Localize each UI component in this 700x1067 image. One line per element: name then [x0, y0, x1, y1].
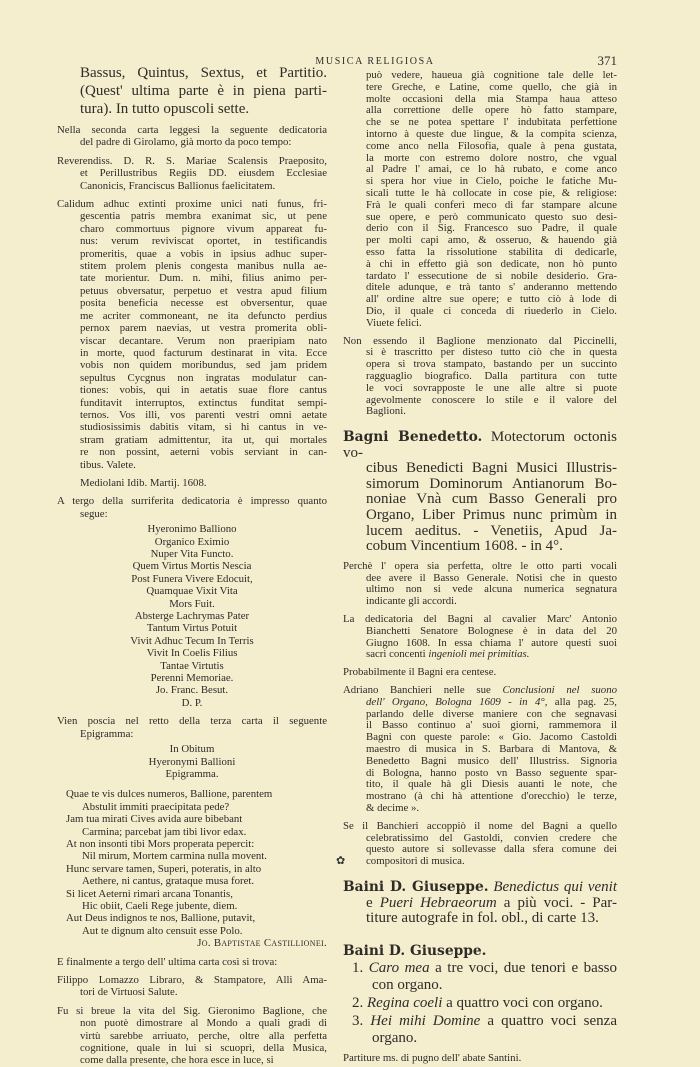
- line-text: tibus. Valete.: [80, 458, 136, 471]
- text-line: [57, 297, 327, 309]
- line-text: 2.: [352, 994, 367, 1011]
- line-text: pernox parem naevias, ut vestra promerita obli-: [80, 322, 327, 335]
- line-text: Reverendiss. D. R. S. Mariae Scalensis Praeposito,: [57, 154, 327, 167]
- text-line: [343, 960, 617, 977]
- text-line: [343, 649, 617, 661]
- line-text: E finalmente a tergo dell' ultima carta così si trova:: [57, 955, 278, 968]
- line-text: indicante gli accordi.: [366, 595, 457, 608]
- italic-title-text: ingenioli mei primitias.: [428, 648, 530, 661]
- line-text: dee avere il Basso Generale. Notisi che in questo: [366, 571, 617, 584]
- line-text: à chi in effetto già son dedicate, non hò punto: [366, 257, 617, 270]
- large-block: [57, 64, 327, 118]
- text-line: [343, 1053, 617, 1065]
- line-text: Perchè l' opera sia perfetta, oltre le otto parti vocali: [343, 559, 617, 572]
- line-text: sicali tutte le hà collocate in cose pie, & religiose:: [366, 186, 617, 199]
- line-text: a quattro voci senza: [480, 1012, 617, 1029]
- para-block: [57, 956, 327, 968]
- line-text: Mediolani Idib. Martij. 1608.: [80, 476, 207, 489]
- line-text: Jo. Franc. Besut.: [155, 684, 229, 697]
- right-column: [343, 70, 617, 1065]
- text-line: [57, 1005, 327, 1017]
- line-text: cibus Benedicti Bagni Musici Illustris-: [366, 460, 617, 477]
- text-line: [57, 850, 327, 862]
- line-text: 3.: [352, 1012, 371, 1029]
- line-text: Baglioni.: [366, 405, 406, 418]
- text-line: [57, 813, 327, 825]
- line-text: stram gratiam admittentur, ita ut, qui mortales: [80, 433, 327, 446]
- line-text: Vivit In Coelis Filius: [146, 647, 238, 660]
- text-line: [57, 768, 327, 780]
- text-line: [57, 434, 327, 446]
- line-text: nus: verum reviviscat oportet, in testificandis: [80, 235, 327, 248]
- line-text: Dio, il quale ci conceda di riuederlo in Cielo.: [366, 304, 617, 317]
- text-line: [343, 1030, 617, 1047]
- text-line: [57, 335, 327, 347]
- entry-author-name: Baini D. Giuseppe.: [343, 942, 487, 959]
- line-text: Hyeronimo Balliono: [147, 523, 237, 536]
- text-line: [343, 539, 617, 555]
- italic-title-text: dell' Organo, Bologna 1609 - in 4°,: [366, 695, 548, 708]
- text-line: [57, 260, 327, 272]
- line-text: ultimo non si vede alcuna numerica segnatura: [366, 583, 617, 596]
- line-text: opera si trova stampato, bastando per un succinto: [366, 358, 617, 371]
- text-line: [57, 223, 327, 235]
- para-block: [57, 198, 327, 471]
- line-text: alla correttione delle opere hò fatto stampare,: [366, 104, 617, 117]
- line-text: Bianchetti Senatore Bolognese è in data del 20: [366, 624, 617, 637]
- line-text: Mors Fuit.: [169, 597, 215, 610]
- text-line: [57, 1054, 327, 1066]
- line-text: per molti capi amo, & osseruo, & hauendo già: [366, 234, 617, 247]
- text-line: [57, 986, 327, 998]
- text-line: [57, 635, 327, 647]
- line-text: Bassus, Quintus, Sextus, et Partitio.: [80, 65, 327, 81]
- line-text: Canonicis, Franciscus Ballionus faelicitatem.: [80, 179, 276, 192]
- text-line: [57, 788, 327, 800]
- text-line: [57, 477, 327, 489]
- line-text: celebratissimo del Gastoldi, convien credere che: [366, 831, 617, 844]
- entry-block: [343, 880, 617, 927]
- text-line: [57, 925, 327, 937]
- text-line: [343, 318, 617, 330]
- text-line: [57, 888, 327, 900]
- line-text: At non insonti tibi Mors properata pepercit:: [66, 837, 255, 850]
- text-line: [343, 667, 617, 679]
- text-line: [57, 285, 327, 297]
- line-text: Partiture ms. di pugno dell' abate Santini.: [343, 1051, 522, 1064]
- line-text: viscar decantare. Verum non praeripiam nato: [80, 334, 327, 347]
- text-line: [343, 856, 617, 868]
- text-line: [343, 406, 617, 418]
- text-line: [57, 384, 327, 396]
- line-text: Nella seconda carta leggesi la seguente dedicatoria: [57, 124, 327, 136]
- line-text: D. P.: [181, 696, 203, 709]
- text-line: [343, 430, 617, 461]
- line-text: sepultus Cycgnus non ingratas modulatur can-: [80, 371, 327, 384]
- line-text: Si licet Aeterni rimari arcana Tonantis,: [66, 887, 233, 900]
- text-line: [57, 372, 327, 384]
- line-text: con organo.: [372, 976, 443, 993]
- text-line: [343, 477, 617, 493]
- italic-title-text: Caro mea: [368, 959, 430, 976]
- text-line: [343, 896, 617, 912]
- para-block: [57, 715, 327, 740]
- line-text: Hyeronymi Ballioni: [148, 755, 236, 768]
- line-text: Se il Banchieri accoppiò il nome del Bagni a quello: [343, 819, 617, 832]
- para-block: [343, 1053, 617, 1065]
- text-line: [57, 956, 327, 968]
- text-line: [57, 508, 327, 520]
- sign-block: [57, 937, 327, 949]
- line-text: che se ne potea spettare l' indubitata perfettione: [366, 116, 617, 129]
- text-line: [57, 446, 327, 458]
- line-text: me acriter commoneant, ne ita defuncto perdius: [80, 309, 327, 322]
- line-text: Giugno 1608. In essa chiama l' autore questi suoi: [366, 636, 617, 649]
- line-text: al Padre l' amai, ce lo hà rubato, e come anco: [366, 163, 617, 176]
- text-line: [57, 459, 327, 471]
- line-text: segue:: [80, 507, 108, 520]
- text-line: [343, 803, 617, 815]
- line-text: organo.: [372, 1029, 418, 1046]
- entry-block: [343, 430, 617, 555]
- line-text: a tre voci, due tenori e basso: [429, 959, 617, 976]
- line-text: Organico Eximio: [154, 535, 230, 548]
- line-text: del padre di Girolamo, già morto da poco tempo:: [80, 136, 292, 149]
- line-text: compositori di musica.: [366, 855, 465, 868]
- text-line: [57, 1030, 327, 1042]
- text-line: [57, 660, 327, 672]
- line-text: Benedetto Bagni musico dell' Illustriss. Signoria: [366, 754, 617, 767]
- line-text: tardato l' essecutione de sì nobile desiderio. Gra-: [366, 269, 617, 282]
- flower-ornament-icon: ✿: [336, 855, 346, 867]
- text-line: [343, 508, 617, 524]
- line-text: simorum Dominorum Antianorum Bo-: [366, 475, 617, 492]
- line-text: studiosissimis dabitis vitam, si hi cantus in ve-: [80, 421, 327, 434]
- line-text: & decime ».: [366, 802, 420, 814]
- item-block: [343, 960, 617, 994]
- text-line: [57, 82, 327, 100]
- line-text: cognitione, quale in lui si scuoprì, della Musica,: [80, 1042, 327, 1055]
- line-text: Carmina; parcebat jam tibi livor edax.: [82, 825, 247, 838]
- text-line: [343, 995, 617, 1012]
- line-text: gescentia patris membra exanimat sic, ut pene: [80, 210, 327, 223]
- text-line: [57, 322, 327, 334]
- text-line: [343, 461, 617, 477]
- italic-title-text: Pueri Hebraeorum: [379, 894, 497, 911]
- para-block: [57, 495, 327, 520]
- line-text: ternos. Vos illi, vos parenti vestri omni aetate: [80, 408, 327, 421]
- line-text: ragguaglio biografico. Dalla partitura con tutte: [366, 369, 617, 382]
- line-text: (Quest' ultima parte è in piena parti-: [80, 83, 327, 99]
- text-line: [57, 198, 327, 210]
- line-text: si è trascritto per disteso tutto ciò che in questa: [366, 346, 617, 359]
- text-line: [343, 1013, 617, 1030]
- text-line: [57, 155, 327, 167]
- line-text: Bagni con queste parole: « Gio. Jacomo Castoldi: [366, 731, 617, 744]
- italic-title-text: Conclusioni nel suono: [502, 684, 617, 697]
- line-text: Hunc servare tamen, Superi, poteratis, in alto: [66, 862, 262, 875]
- left-column: [57, 64, 327, 1067]
- line-text: sue opere, e però communicato questo suo desi-: [366, 210, 617, 223]
- line-text: tito, il quale hà gli Diesis auanti le note, che: [366, 778, 617, 791]
- line-text: Tantae Virtutis: [160, 659, 224, 672]
- para-block: [343, 614, 617, 661]
- text-line: [57, 64, 327, 82]
- line-text: le voci sovrapposte le une alle altre si puote: [366, 381, 617, 394]
- text-line: [57, 974, 327, 986]
- line-text: Jo. Baptistae Castillionei.: [197, 937, 327, 950]
- para-block: [343, 821, 617, 868]
- text-line: [57, 536, 327, 548]
- line-text: come dalla presente, che hora esce in luce, si: [80, 1054, 274, 1067]
- text-line: [57, 272, 327, 284]
- line-text: Aut Deus indignos te nos, Ballione, putavit,: [66, 912, 256, 925]
- center-block: [57, 743, 327, 780]
- text-line: [57, 1042, 327, 1054]
- line-text: Epigramma:: [80, 727, 134, 740]
- line-text: agevolmente conoscere lo stile e il valore del: [366, 393, 617, 406]
- line-text: Filippo Lomazzo Libraro, & Stampatore, Alli Ama-: [57, 974, 327, 986]
- line-text: maestro di musica in S. Barbara di Mantova, &: [366, 743, 617, 756]
- text-line: [57, 421, 327, 433]
- line-text: di Bologna, hanno posto vn Basso seguente spar-: [366, 766, 617, 779]
- text-line: [57, 560, 327, 572]
- text-line: [57, 585, 327, 597]
- line-text: La dedicatoria del Bagni al cavalier Marc' Antonio: [343, 613, 617, 626]
- text-line: [57, 235, 327, 247]
- line-text: Viuete felici.: [366, 316, 422, 329]
- line-text: Tantum Virtus Potuit: [146, 622, 238, 635]
- line-text: posita beneficia necesse est obversentur, quae: [80, 297, 327, 310]
- text-line: [57, 647, 327, 659]
- para-block: [57, 155, 327, 192]
- line-text: noniae Vnà cum Basso Generali pro: [366, 491, 617, 508]
- cont-block: [343, 70, 617, 330]
- text-line: [57, 136, 327, 148]
- italic-title-text: Hei mihi Domine: [370, 1012, 481, 1029]
- line-text: lucem aeditus. - Venetiis, Apud Ja-: [366, 522, 617, 539]
- line-text: Vivit Adhuc Tecum In Terris: [130, 634, 254, 647]
- item-block: [343, 1013, 617, 1047]
- line-text: virtù sarebbe arriuato, perche, oltre alla perfetta: [80, 1029, 327, 1042]
- line-text: Calidum adhuc extinti proxime unici nati funus, fri-: [57, 198, 327, 211]
- line-text: parlando delle diverse maniere con che segnavasi: [366, 707, 617, 720]
- text-line: [57, 697, 327, 709]
- text-line: [57, 756, 327, 768]
- line-text: cobum Vincentium 1608. - in 4°.: [366, 538, 563, 555]
- text-line: [57, 715, 327, 727]
- line-text: all' ordine altre sue opere; e tutto ciò à lode di: [366, 293, 617, 306]
- center-block: [57, 523, 327, 709]
- text-line: [57, 875, 327, 887]
- text-line: [57, 573, 327, 585]
- text-line: [57, 743, 327, 755]
- text-line: [343, 911, 617, 927]
- line-text: Aut te dignum alto censuit esse Polo.: [82, 924, 243, 937]
- poem-block: [57, 788, 327, 937]
- text-line: [57, 937, 327, 949]
- text-line: [57, 100, 327, 118]
- line-text: tori de Virtuosi Salute.: [80, 986, 178, 999]
- line-text: può vedere, haueua già cognitione tale delle let-: [366, 69, 617, 81]
- text-line: [343, 943, 617, 959]
- text-line: [57, 672, 327, 684]
- cont-block: [57, 477, 327, 489]
- line-text: come anco nella Filosofia, quale à pena gustata,: [366, 139, 617, 152]
- line-text: si spera hor viue in Cielo, poiche le fatiche Mu-: [366, 175, 617, 188]
- entry-author-name: Baini D. Giuseppe.: [343, 878, 489, 895]
- text-line: [57, 167, 327, 179]
- line-text: questo autore si sollevasse dalla sfera comune dei: [366, 843, 617, 856]
- text-line: [57, 359, 327, 371]
- heading-block: [343, 943, 617, 959]
- line-text: Vien poscia nel retto della terza carta il seguente: [57, 715, 327, 728]
- text-line: [57, 124, 327, 136]
- text-line: [57, 838, 327, 850]
- text-line: [57, 409, 327, 421]
- line-text: Aethere, ni cantus, grataque musa foret.: [82, 875, 255, 888]
- text-line: [57, 248, 327, 260]
- line-text: titure autografe in fol. obl., di carte 13.: [366, 910, 599, 927]
- line-text: Post Funera Vivere Edocuit,: [131, 572, 253, 585]
- line-text: tiones: vobis, qui in aetatis suae flore cantus: [80, 384, 327, 397]
- text-line: [57, 598, 327, 610]
- text-line: [57, 801, 327, 813]
- text-line: [57, 1017, 327, 1029]
- text-line: [57, 495, 327, 507]
- line-text: esso fatta la rissolutione stabilita di dedicarle,: [366, 245, 617, 258]
- line-text: et Perillustribus Regiis DD. eiusdem Ecclesiae: [80, 167, 327, 180]
- text-line: [57, 180, 327, 192]
- line-text: Nuper Vita Functo.: [150, 548, 234, 560]
- line-text: Motectorum octonis vo-: [343, 429, 617, 461]
- text-line: [57, 310, 327, 322]
- text-line: [343, 880, 617, 896]
- text-line: [57, 523, 327, 535]
- line-text: Absterge Lachrymas Pater: [134, 610, 250, 623]
- line-text: Fu si breue la vita del Sig. Gieronimo Baglione, che: [57, 1004, 327, 1017]
- line-text: la morte con estremo dolore nostro, che vgual: [366, 151, 617, 164]
- line-text: ditele adunque, e trà tanto s' anderanno mettendo: [366, 281, 617, 294]
- line-text: petuus obversatur, perpetuo et vestra apud filium: [80, 284, 327, 297]
- para-block: [343, 667, 617, 679]
- text-line: [57, 610, 327, 622]
- para-block: [343, 336, 617, 419]
- para-block: [57, 124, 327, 149]
- para-block: [343, 561, 617, 608]
- line-text: Perenni Memoriae.: [150, 672, 234, 685]
- text-line: [57, 826, 327, 838]
- line-text: tate morientur. Dum. n. mihi, filius animo per-: [80, 272, 327, 285]
- line-text: Jam tua mirati Cives avida aure bibebant: [66, 813, 243, 826]
- line-text: Organo, Liber Primus nunc primùm in: [366, 507, 617, 524]
- line-text: derio con il Sig. Francesco suo Padre, il quale: [366, 222, 617, 235]
- line-text: Hic obiit, Caeli Rege jubente, diem.: [82, 899, 238, 912]
- line-text: molte occasioni della mia Stampa haua atteso: [366, 92, 617, 105]
- line-text: Non essendo il Baglione menzionato dal Piccinelli,: [343, 334, 617, 347]
- line-text: Probabilmente il Bagni era centese.: [343, 666, 497, 679]
- line-text: intorno à queste due lingue, & la compita scienza,: [366, 127, 617, 140]
- line-text: alla pag. 25,: [547, 695, 617, 708]
- italic-title-text: Regina coeli: [367, 994, 443, 1011]
- line-text: 1.: [352, 959, 369, 976]
- text-line: [343, 596, 617, 608]
- line-text: re non possint, aeterni vobis serviant in can-: [80, 446, 327, 459]
- text-line: [57, 622, 327, 634]
- text-line: [343, 524, 617, 540]
- text-line: [57, 548, 327, 560]
- line-text: in morte, quod facturum destinarat in vita. Ecce: [80, 346, 327, 359]
- line-text: vobis non quidem moribundus, sed jam pridem: [80, 359, 327, 372]
- line-text: funditavit interruptos, extinctus funditat sempi-: [80, 396, 327, 409]
- para-block: [57, 1005, 327, 1067]
- text-line: [57, 863, 327, 875]
- line-text: Epigramma.: [165, 767, 219, 780]
- para-block: [57, 974, 327, 999]
- text-line: [57, 347, 327, 359]
- line-text: stitem prolem plenis congesta manibus nulla ae-: [80, 260, 327, 273]
- line-text: a più voci. - Par-: [496, 894, 617, 911]
- text-line: [57, 900, 327, 912]
- line-text: Adriano Banchieri nelle sue: [343, 684, 503, 697]
- line-text: tere Greche, e Latine, come quello, che già in: [366, 80, 617, 93]
- text-line: [57, 684, 327, 696]
- text-line: [57, 912, 327, 924]
- running-header: MUSICA RELIGIOSA: [315, 56, 435, 67]
- line-text: Abstulit immiti praecipitata pede?: [82, 800, 230, 813]
- page-number: 371: [597, 53, 617, 68]
- line-text: Quem Virtus Mortis Nescia: [132, 560, 252, 573]
- line-text: mostrano (à chi hà attentione d'orecchio) le terze,: [366, 790, 617, 803]
- line-text: Frà le quali conferì meco di far stampare alcune: [366, 198, 617, 211]
- line-text: non puotè dimostrare al Mondo a quali gradi di: [80, 1017, 327, 1030]
- italic-title-text: Benedictus qui venit: [493, 878, 617, 895]
- line-text: In Obitum: [169, 743, 215, 756]
- line-text: A tergo della surriferita dedicatoria è impresso quanto: [57, 495, 327, 508]
- text-line: [57, 728, 327, 740]
- line-text: promeritis, quae a vobis in ipsius adhuc super-: [80, 247, 327, 260]
- item-block: [343, 995, 617, 1012]
- entry-author-name: Bagni Benedetto.: [343, 429, 483, 446]
- line-text: Nil mirum, Mortem carmina nulla movent.: [82, 850, 268, 863]
- text-line: [343, 492, 617, 508]
- line-text: a quattro voci con organo.: [442, 994, 603, 1011]
- text-line: [57, 397, 327, 409]
- line-text: e: [366, 894, 380, 911]
- line-text: Quamquae Vixit Vita: [146, 585, 238, 598]
- text-line: [57, 210, 327, 222]
- line-text: tura). In tutto opuscoli sette.: [80, 101, 250, 117]
- line-text: il Basso continuo a' suoi giorni, rammemora il: [366, 719, 617, 732]
- line-text: charo commortuus pignore vivum appareat fu-: [80, 222, 327, 235]
- text-line: [343, 977, 617, 994]
- para-block: [343, 685, 617, 815]
- line-text: Quae te vis dulces numeros, Ballione, parentem: [66, 788, 273, 801]
- line-text: sacri concenti: [366, 648, 429, 661]
